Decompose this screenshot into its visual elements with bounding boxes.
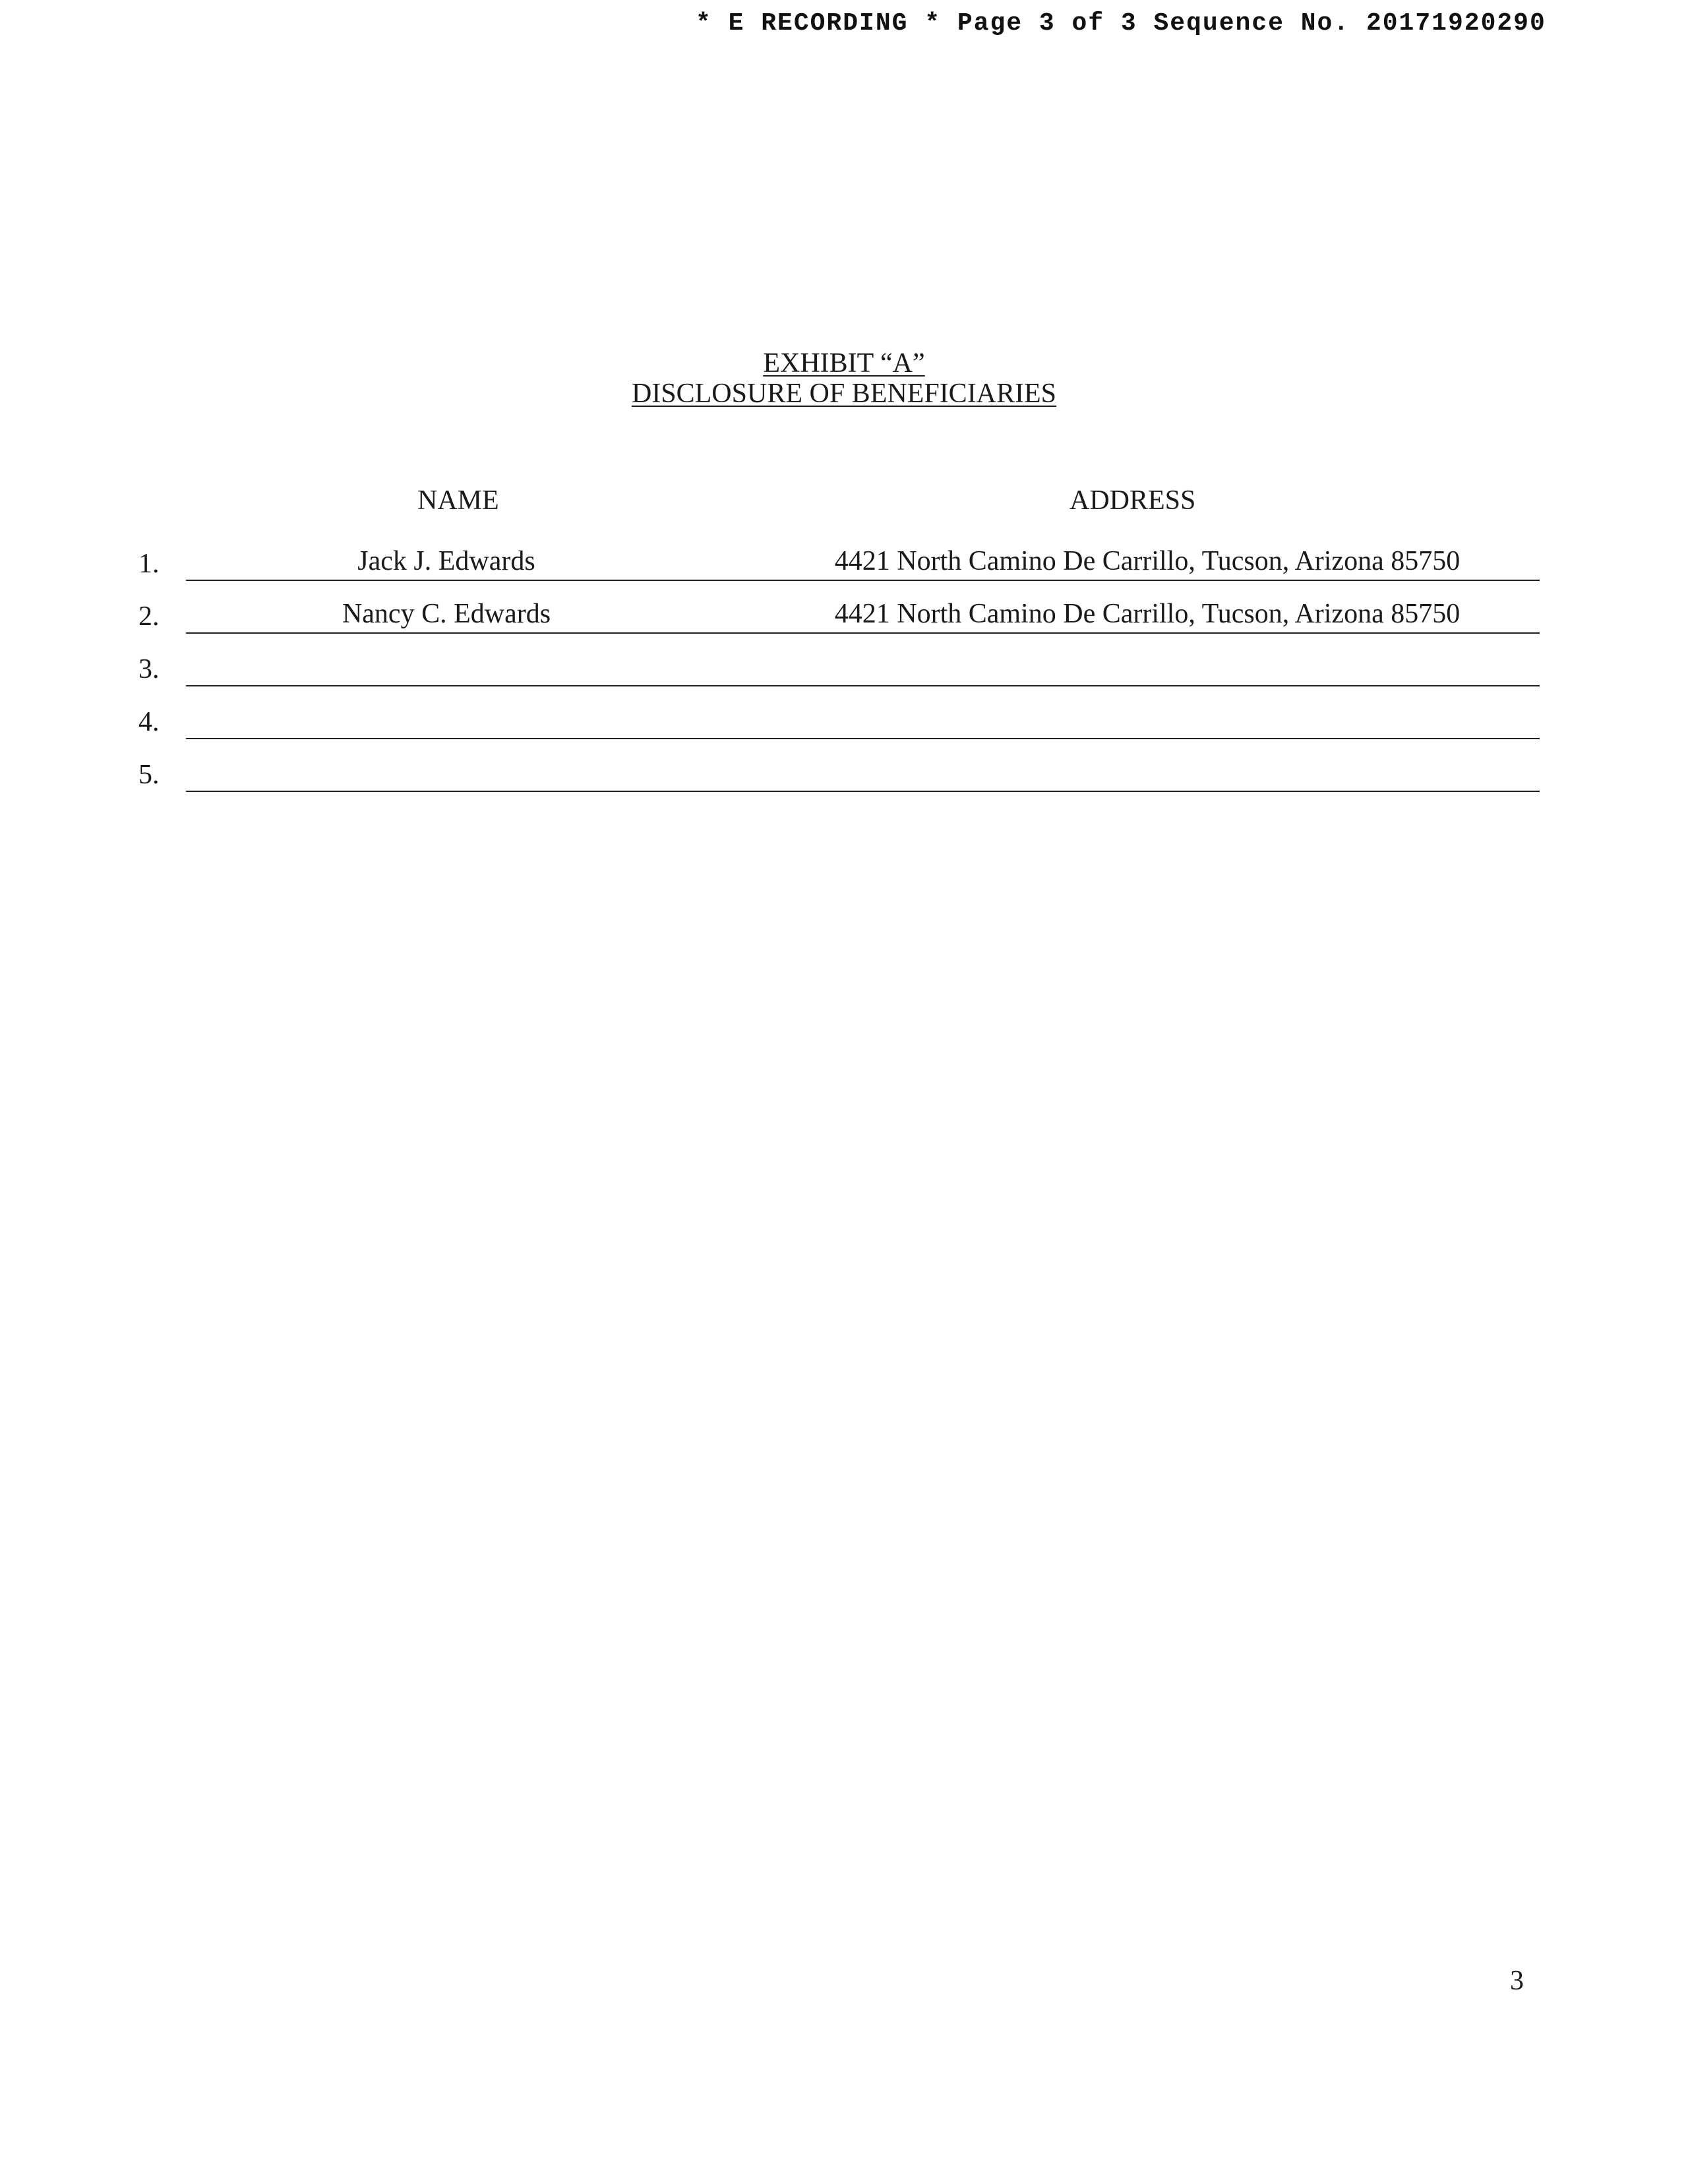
row-number: 3. — [138, 654, 160, 684]
beneficiary-address: 4421 North Camino De Carrillo, Tucson, Arizona 85750 — [834, 546, 1461, 576]
page-number: 3 — [1510, 1966, 1524, 1996]
exhibit-title: EXHIBIT “A” — [763, 348, 925, 379]
beneficiary-name: Jack J. Edwards — [357, 546, 535, 576]
recording-stamp: * E RECORDING * Page 3 of 3 Sequence No. 20171920290 — [696, 9, 1546, 38]
row-underline — [186, 580, 1540, 581]
beneficiary-row — [138, 547, 1540, 581]
address-column-header: ADDRESS — [1070, 485, 1196, 516]
row-number: 1. — [138, 549, 160, 579]
row-underline — [186, 738, 1540, 739]
exhibit-subtitle: DISCLOSURE OF BENEFICIARIES — [631, 379, 1057, 409]
beneficiary-row — [138, 705, 1540, 739]
row-number: 4. — [138, 707, 160, 737]
beneficiary-row — [138, 652, 1540, 686]
row-number: 5. — [138, 760, 160, 790]
row-number: 2. — [138, 601, 160, 632]
exhibit-heading — [0, 348, 1688, 409]
row-underline — [186, 791, 1540, 792]
beneficiary-row — [138, 758, 1540, 792]
beneficiary-row — [138, 599, 1540, 634]
row-underline — [186, 685, 1540, 686]
beneficiary-name: Nancy C. Edwards — [342, 599, 551, 629]
beneficiary-address: 4421 North Camino De Carrillo, Tucson, Arizona 85750 — [834, 599, 1461, 629]
name-column-header: NAME — [417, 485, 499, 516]
row-underline — [186, 632, 1540, 634]
